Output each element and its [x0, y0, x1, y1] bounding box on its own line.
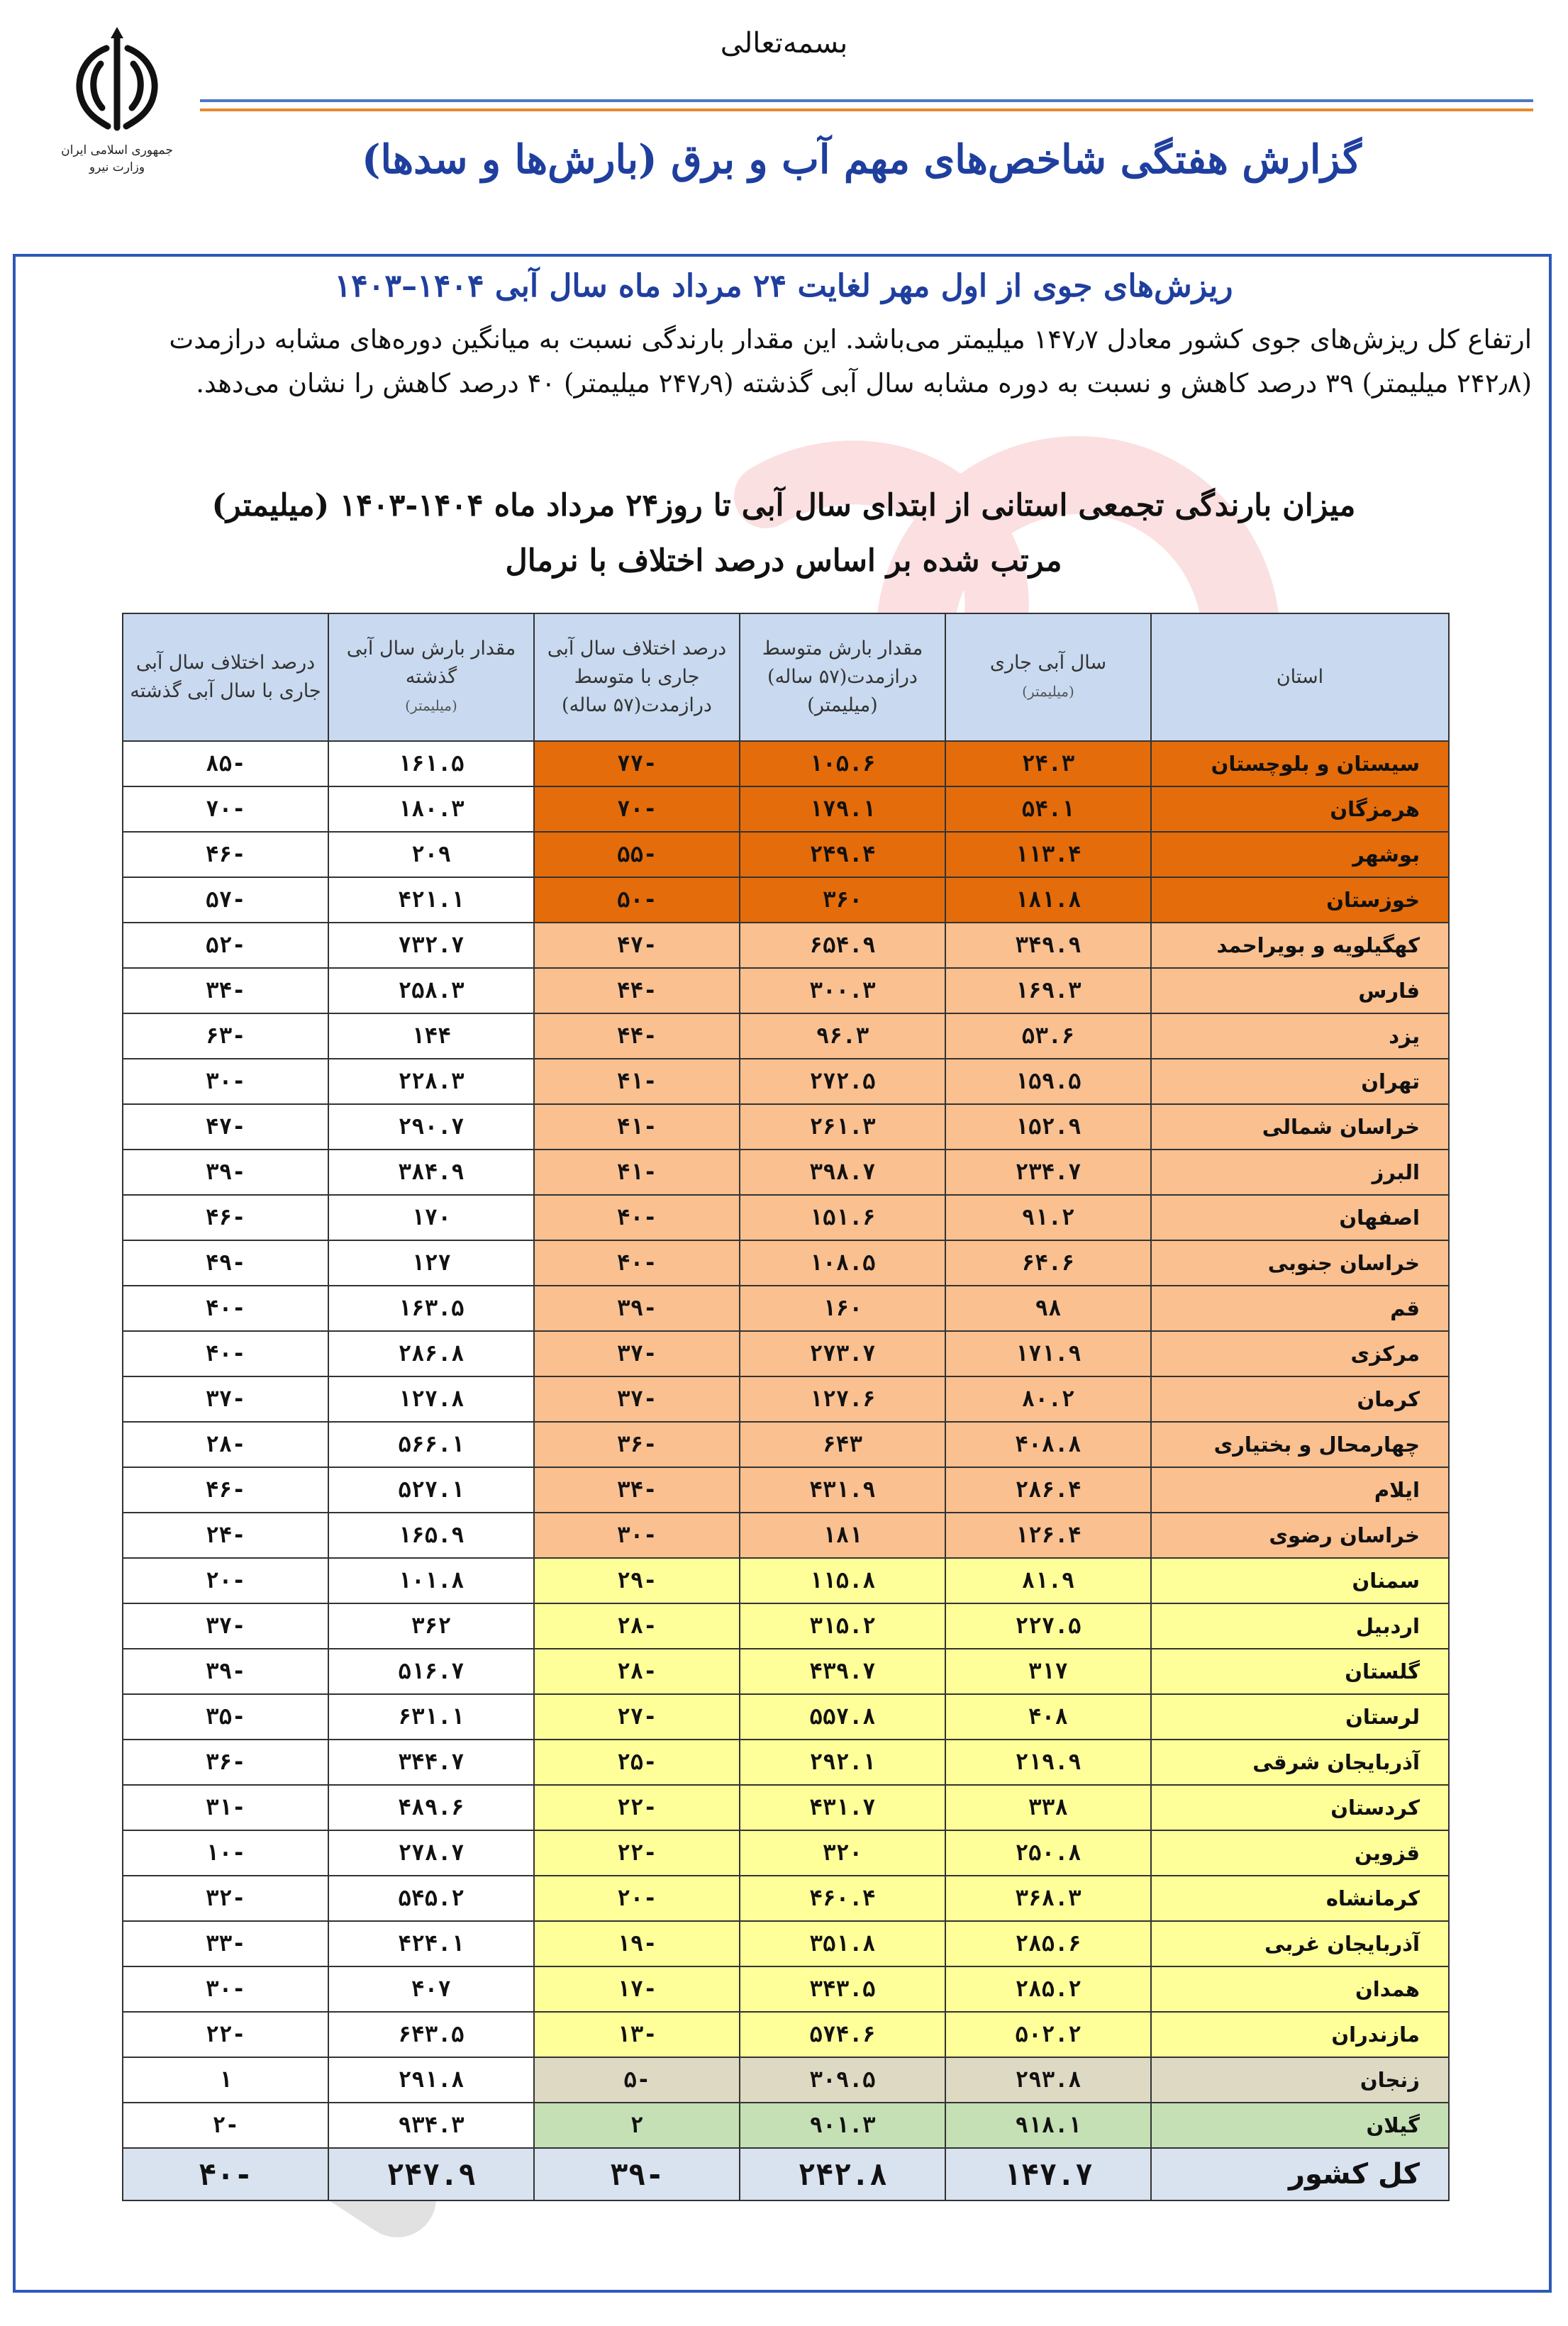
summary-paragraph-1: ارتفاع کل ریزش‌های جوی کشور معادل ۱۴۷٫۷ میلیمتر می‌باشد. این مقدار بارندگی نسبت به میانگین دوره‌های مشابه درازمدت — [169, 324, 1532, 355]
cell-diff-longterm: -۵ — [534, 2057, 740, 2103]
cell-diff-longterm: -۲۵ — [534, 1740, 740, 1785]
table-row — [123, 1649, 1449, 1694]
cell-current: ۲۱۹.۹ — [945, 1740, 1151, 1785]
page-title: گزارش هفتگی شاخص‌های مهم آب و برق (بارش‌ها و سدها) — [362, 136, 1362, 183]
cell-diff-lastyear: -۶۳ — [123, 1013, 328, 1059]
table-row — [123, 1059, 1449, 1104]
total-cell-current: ۱۴۷.۷ — [945, 2148, 1151, 2200]
cell-longterm: ۳۴۳.۵ — [740, 1966, 945, 2012]
cell-diff-lastyear: -۷۰ — [123, 786, 328, 832]
cell-current: ۳۱۷ — [945, 1649, 1151, 1694]
cell-diff-longterm: -۴۰ — [534, 1240, 740, 1286]
cell-diff-longterm: -۱۷ — [534, 1966, 740, 2012]
table-row — [123, 1195, 1449, 1240]
total-cell-diff-lastyear: -۴۰ — [123, 2148, 328, 2200]
table-row — [123, 1966, 1449, 2012]
cell-lastyear: ۳۶۲ — [328, 1603, 534, 1649]
cell-longterm: ۹۶.۳ — [740, 1013, 945, 1059]
cell-province: خوزستان — [1151, 877, 1449, 923]
cell-diff-lastyear: -۴۷ — [123, 1104, 328, 1150]
cell-current: ۹۱.۲ — [945, 1195, 1151, 1240]
header-province: استان — [1151, 613, 1449, 741]
header-current — [945, 613, 1151, 741]
header-diff-lastyear: درصد اختلاف سال آبی جاری با سال آبی گذشته — [123, 613, 328, 741]
table-row — [123, 1830, 1449, 1876]
cell-diff-longterm: -۴۴ — [534, 1013, 740, 1059]
header-divider-blue — [200, 99, 1533, 102]
cell-province: هرمزگان — [1151, 786, 1449, 832]
cell-diff-longterm: -۵۵ — [534, 832, 740, 877]
cell-current: ۲۲۷.۵ — [945, 1603, 1151, 1649]
cell-longterm: ۲۷۲.۵ — [740, 1059, 945, 1104]
cell-diff-lastyear: -۴۶ — [123, 1467, 328, 1513]
cell-diff-lastyear: -۸۵ — [123, 741, 328, 786]
cell-lastyear: ۲۹۰.۷ — [328, 1104, 534, 1150]
cell-province: آذربایجان غربی — [1151, 1921, 1449, 1966]
table-row — [123, 1104, 1449, 1150]
table-row — [123, 1603, 1449, 1649]
cell-longterm: ۴۳۱.۷ — [740, 1785, 945, 1830]
table-row — [123, 1150, 1449, 1195]
cell-diff-longterm: -۴۰ — [534, 1195, 740, 1240]
table-row — [123, 832, 1449, 877]
table-row — [123, 923, 1449, 968]
cell-longterm: ۴۳۹.۷ — [740, 1649, 945, 1694]
table-row — [123, 1558, 1449, 1603]
cell-province: آذربایجان شرقی — [1151, 1740, 1449, 1785]
cell-longterm: ۵۷۴.۶ — [740, 2012, 945, 2057]
logo-caption-ministry: وزارت نیرو — [89, 160, 145, 174]
cell-longterm: ۳۰۹.۵ — [740, 2057, 945, 2103]
cell-diff-longterm: -۳۶ — [534, 1422, 740, 1467]
cell-diff-lastyear: -۳۷ — [123, 1603, 328, 1649]
table-row — [123, 741, 1449, 786]
cell-lastyear: ۴۲۴.۱ — [328, 1921, 534, 1966]
cell-diff-lastyear: -۳۰ — [123, 1059, 328, 1104]
cell-current: ۳۴۹.۹ — [945, 923, 1151, 968]
cell-current: ۴۰۸.۸ — [945, 1422, 1151, 1467]
cell-province: خراسان شمالی — [1151, 1104, 1449, 1150]
cell-diff-longterm: -۲۲ — [534, 1830, 740, 1876]
cell-diff-longterm: -۲۲ — [534, 1785, 740, 1830]
cell-lastyear: ۹۳۴.۳ — [328, 2103, 534, 2148]
cell-province: مازندران — [1151, 2012, 1449, 2057]
table-row — [123, 1921, 1449, 1966]
cell-province: خراسان رضوی — [1151, 1513, 1449, 1558]
cell-province: گلستان — [1151, 1649, 1449, 1694]
cell-diff-longterm: -۴۷ — [534, 923, 740, 968]
header-lastyear-label: مقدار بارش سال آبی گذشته — [346, 638, 516, 688]
cell-diff-longterm: -۲۰ — [534, 1876, 740, 1921]
cell-province: اردبیل — [1151, 1603, 1449, 1649]
cell-province: لرستان — [1151, 1694, 1449, 1740]
cell-lastyear: ۵۴۵.۲ — [328, 1876, 534, 1921]
cell-longterm: ۳۰۰.۳ — [740, 968, 945, 1013]
cell-lastyear: ۲۰۹ — [328, 832, 534, 877]
cell-longterm: ۲۴۹.۴ — [740, 832, 945, 877]
cell-diff-longterm: -۴۱ — [534, 1059, 740, 1104]
cell-diff-lastyear: -۳۶ — [123, 1740, 328, 1785]
logo-caption: جمهوری اسلامی ایران — [61, 143, 173, 157]
cell-diff-longterm: -۲۸ — [534, 1649, 740, 1694]
cell-longterm: ۳۲۰ — [740, 1830, 945, 1876]
cell-province: ایلام — [1151, 1467, 1449, 1513]
cell-province: سمنان — [1151, 1558, 1449, 1603]
table-subtitle: مرتب شده بر اساس درصد اختلاف با نرمال — [505, 543, 1062, 579]
cell-lastyear: ۱۰۱.۸ — [328, 1558, 534, 1603]
cell-province: البرز — [1151, 1150, 1449, 1195]
cell-current: ۲۳۴.۷ — [945, 1150, 1151, 1195]
cell-current: ۱۵۹.۵ — [945, 1059, 1151, 1104]
table-row — [123, 1876, 1449, 1921]
cell-lastyear: ۳۸۴.۹ — [328, 1150, 534, 1195]
cell-diff-longterm: -۲۸ — [534, 1603, 740, 1649]
cell-province: قزوین — [1151, 1830, 1449, 1876]
cell-longterm: ۵۵۷.۸ — [740, 1694, 945, 1740]
cell-longterm: ۱۱۵.۸ — [740, 1558, 945, 1603]
cell-current: ۲۹۳.۸ — [945, 2057, 1151, 2103]
cell-lastyear: ۶۴۳.۵ — [328, 2012, 534, 2057]
cell-longterm: ۱۵۱.۶ — [740, 1195, 945, 1240]
header-current-label: سال آبی جاری — [989, 652, 1107, 674]
table-row — [123, 786, 1449, 832]
cell-province: گیلان — [1151, 2103, 1449, 2148]
table-row — [123, 877, 1449, 923]
cell-diff-longterm: -۴۱ — [534, 1150, 740, 1195]
table-row — [123, 2103, 1449, 2148]
cell-lastyear: ۴۰۷ — [328, 1966, 534, 2012]
cell-diff-lastyear: -۴۰ — [123, 1286, 328, 1331]
cell-lastyear: ۲۸۶.۸ — [328, 1331, 534, 1376]
cell-diff-lastyear: -۴۹ — [123, 1240, 328, 1286]
cell-province: اصفهان — [1151, 1195, 1449, 1240]
cell-longterm: ۱۲۷.۶ — [740, 1376, 945, 1422]
cell-diff-longterm: -۱۳ — [534, 2012, 740, 2057]
cell-diff-lastyear: -۳۴ — [123, 968, 328, 1013]
table-header-row — [123, 613, 1449, 741]
cell-province: مرکزی — [1151, 1331, 1449, 1376]
cell-lastyear: ۱۶۱.۵ — [328, 741, 534, 786]
cell-diff-lastyear: -۳۱ — [123, 1785, 328, 1830]
cell-longterm: ۴۶۰.۴ — [740, 1876, 945, 1921]
cell-diff-lastyear: -۲ — [123, 2103, 328, 2148]
cell-province: زنجان — [1151, 2057, 1449, 2103]
cell-lastyear: ۱۲۷ — [328, 1240, 534, 1286]
table-title: میزان بارندگی تجمعی استانی از ابتدای سال آبی تا روز۲۴ مرداد ماه ۱۴۰۴-۱۴۰۳ (میلیمتر) — [211, 488, 1356, 523]
cell-longterm: ۳۱۵.۲ — [740, 1603, 945, 1649]
cell-diff-longterm: -۳۷ — [534, 1376, 740, 1422]
cell-lastyear: ۵۱۶.۷ — [328, 1649, 534, 1694]
cell-diff-longterm: -۵۰ — [534, 877, 740, 923]
cell-diff-lastyear: -۲۲ — [123, 2012, 328, 2057]
cell-longterm: ۳۹۸.۷ — [740, 1150, 945, 1195]
cell-current: ۱۸۱.۸ — [945, 877, 1151, 923]
table-total-row — [123, 2148, 1449, 2200]
table-row — [123, 1694, 1449, 1740]
cell-diff-lastyear: ۱ — [123, 2057, 328, 2103]
header-longterm: مقدار بارش متوسط درازمدت(۵۷ ساله) (میلیمتر) — [740, 613, 945, 741]
cell-lastyear: ۷۳۲.۷ — [328, 923, 534, 968]
cell-province: خراسان جنوبی — [1151, 1240, 1449, 1286]
cell-current: ۱۶۹.۳ — [945, 968, 1151, 1013]
cell-lastyear: ۱۸۰.۳ — [328, 786, 534, 832]
cell-diff-lastyear: -۱۰ — [123, 1830, 328, 1876]
cell-current: ۲۵۰.۸ — [945, 1830, 1151, 1876]
table-row — [123, 1422, 1449, 1467]
cell-longterm: ۲۷۳.۷ — [740, 1331, 945, 1376]
cell-diff-longterm: -۷۷ — [534, 741, 740, 786]
cell-current: ۱۵۲.۹ — [945, 1104, 1151, 1150]
cell-province: کردستان — [1151, 1785, 1449, 1830]
cell-diff-longterm: ۲ — [534, 2103, 740, 2148]
cell-current: ۹۱۸.۱ — [945, 2103, 1151, 2148]
section-title: ریزش‌های جوی از اول مهر لغایت ۲۴ مرداد ماه سال آبی ۱۴۰۴–۱۴۰۳ — [334, 268, 1233, 304]
cell-current: ۱۱۳.۴ — [945, 832, 1151, 877]
cell-current: ۸۱.۹ — [945, 1558, 1151, 1603]
cell-current: ۸۰.۲ — [945, 1376, 1151, 1422]
cell-lastyear: ۴۸۹.۶ — [328, 1785, 534, 1830]
cell-province: سیستان و بلوچستان — [1151, 741, 1449, 786]
cell-diff-longterm: -۲۹ — [534, 1558, 740, 1603]
cell-diff-lastyear: -۳۷ — [123, 1376, 328, 1422]
cell-current: ۳۶۸.۳ — [945, 1876, 1151, 1921]
cell-province: قم — [1151, 1286, 1449, 1331]
cell-province: همدان — [1151, 1966, 1449, 2012]
bismillah: بسمه‌تعالی — [720, 27, 848, 60]
cell-lastyear: ۱۴۴ — [328, 1013, 534, 1059]
cell-diff-lastyear: -۲۰ — [123, 1558, 328, 1603]
cell-current: ۲۴.۳ — [945, 741, 1151, 786]
table-row — [123, 1331, 1449, 1376]
table-row — [123, 1013, 1449, 1059]
cell-diff-lastyear: -۳۹ — [123, 1649, 328, 1694]
cell-lastyear: ۳۴۴.۷ — [328, 1740, 534, 1785]
cell-diff-longterm: -۷۰ — [534, 786, 740, 832]
cell-lastyear: ۲۲۸.۳ — [328, 1059, 534, 1104]
table-row — [123, 2057, 1449, 2103]
cell-current: ۹۸ — [945, 1286, 1151, 1331]
cell-lastyear: ۲۵۸.۳ — [328, 968, 534, 1013]
cell-current: ۲۸۵.۲ — [945, 1966, 1151, 2012]
table-row — [123, 1240, 1449, 1286]
cell-current: ۵۳.۶ — [945, 1013, 1151, 1059]
total-cell-longterm: ۲۴۲.۸ — [740, 2148, 945, 2200]
cell-diff-lastyear: -۳۵ — [123, 1694, 328, 1740]
cell-current: ۶۴.۶ — [945, 1240, 1151, 1286]
cell-longterm: ۱۰۵.۶ — [740, 741, 945, 786]
cell-longterm: ۴۳۱.۹ — [740, 1467, 945, 1513]
cell-longterm: ۳۵۱.۸ — [740, 1921, 945, 1966]
cell-longterm: ۶۴۳ — [740, 1422, 945, 1467]
cell-longterm: ۱۸۱ — [740, 1513, 945, 1558]
cell-current: ۴۰۸ — [945, 1694, 1151, 1740]
cell-longterm: ۳۶۰ — [740, 877, 945, 923]
summary-paragraph-2: (۲۴۲٫۸ میلیمتر) ۳۹ درصد کاهش و نسبت به دوره مشابه سال آبی گذشته (۲۴۷٫۹ میلیمتر) ۴۰ درصد کاهش را نشان می‌دهد. — [196, 368, 1532, 399]
cell-current: ۵۴.۱ — [945, 786, 1151, 832]
cell-lastyear: ۲۷۸.۷ — [328, 1830, 534, 1876]
cell-province: چهارمحال و بختیاری — [1151, 1422, 1449, 1467]
cell-diff-lastyear: -۳۹ — [123, 1150, 328, 1195]
cell-diff-longterm: -۱۹ — [534, 1921, 740, 1966]
cell-longterm: ۱۶۰ — [740, 1286, 945, 1331]
cell-lastyear: ۱۷۰ — [328, 1195, 534, 1240]
cell-diff-lastyear: -۵۲ — [123, 923, 328, 968]
cell-current: ۲۸۵.۶ — [945, 1921, 1151, 1966]
cell-longterm: ۶۵۴.۹ — [740, 923, 945, 968]
cell-lastyear: ۵۶۶.۱ — [328, 1422, 534, 1467]
table-row — [123, 1785, 1449, 1830]
cell-diff-longterm: -۴۱ — [534, 1104, 740, 1150]
cell-diff-longterm: -۳۷ — [534, 1331, 740, 1376]
cell-longterm: ۱۰۸.۵ — [740, 1240, 945, 1286]
header-lastyear — [328, 613, 534, 741]
table-row — [123, 2012, 1449, 2057]
cell-current: ۱۷۱.۹ — [945, 1331, 1151, 1376]
cell-lastyear: ۶۳۱.۱ — [328, 1694, 534, 1740]
cell-diff-lastyear: -۵۷ — [123, 877, 328, 923]
total-cell-diff-longterm: -۳۹ — [534, 2148, 740, 2200]
cell-province: کرمان — [1151, 1376, 1449, 1422]
cell-longterm: ۹۰۱.۳ — [740, 2103, 945, 2148]
total-cell-province: کل کشور — [1151, 2148, 1449, 2200]
total-cell-lastyear: ۲۴۷.۹ — [328, 2148, 534, 2200]
cell-province: یزد — [1151, 1013, 1449, 1059]
cell-diff-lastyear: -۳۳ — [123, 1921, 328, 1966]
table-row — [123, 1286, 1449, 1331]
cell-diff-longterm: -۲۷ — [534, 1694, 740, 1740]
cell-province: کهگیلویه و بویراحمد — [1151, 923, 1449, 968]
cell-lastyear: ۱۲۷.۸ — [328, 1376, 534, 1422]
header-diff-longterm: درصد اختلاف سال آبی جاری با متوسط درازمدت(۵۷ ساله) — [534, 613, 740, 741]
cell-lastyear: ۱۶۵.۹ — [328, 1513, 534, 1558]
cell-lastyear: ۱۶۳.۵ — [328, 1286, 534, 1331]
table-row — [123, 1740, 1449, 1785]
cell-province: فارس — [1151, 968, 1449, 1013]
table-row — [123, 1376, 1449, 1422]
rainfall-table — [122, 613, 1450, 2201]
cell-current: ۳۳۸ — [945, 1785, 1151, 1830]
cell-diff-longterm: -۳۴ — [534, 1467, 740, 1513]
cell-diff-lastyear: -۳۰ — [123, 1966, 328, 2012]
cell-lastyear: ۵۲۷.۱ — [328, 1467, 534, 1513]
cell-longterm: ۲۹۲.۱ — [740, 1740, 945, 1785]
cell-longterm: ۱۷۹.۱ — [740, 786, 945, 832]
cell-diff-lastyear: -۳۲ — [123, 1876, 328, 1921]
cell-diff-lastyear: -۴۶ — [123, 1195, 328, 1240]
cell-province: کرمانشاه — [1151, 1876, 1449, 1921]
cell-diff-lastyear: -۴۶ — [123, 832, 328, 877]
cell-diff-longterm: -۴۴ — [534, 968, 740, 1013]
header-current-unit: (میلیمتر) — [1022, 683, 1074, 700]
header-lastyear-unit: (میلیمتر) — [405, 697, 457, 714]
cell-diff-lastyear: -۴۰ — [123, 1331, 328, 1376]
cell-lastyear: ۴۲۱.۱ — [328, 877, 534, 923]
cell-diff-lastyear: -۲۴ — [123, 1513, 328, 1558]
cell-diff-lastyear: -۲۸ — [123, 1422, 328, 1467]
table-row — [123, 968, 1449, 1013]
header-divider-orange — [200, 108, 1533, 111]
cell-longterm: ۲۶۱.۳ — [740, 1104, 945, 1150]
summary-text — [35, 318, 1532, 406]
cell-current: ۲۸۶.۴ — [945, 1467, 1151, 1513]
cell-diff-longterm: -۳۰ — [534, 1513, 740, 1558]
table-row — [123, 1513, 1449, 1558]
cell-province: بوشهر — [1151, 832, 1449, 877]
table-row — [123, 1467, 1449, 1513]
cell-province: تهران — [1151, 1059, 1449, 1104]
cell-lastyear: ۲۹۱.۸ — [328, 2057, 534, 2103]
cell-diff-longterm: -۳۹ — [534, 1286, 740, 1331]
cell-current: ۵۰۲.۲ — [945, 2012, 1151, 2057]
cell-current: ۱۲۶.۴ — [945, 1513, 1151, 1558]
